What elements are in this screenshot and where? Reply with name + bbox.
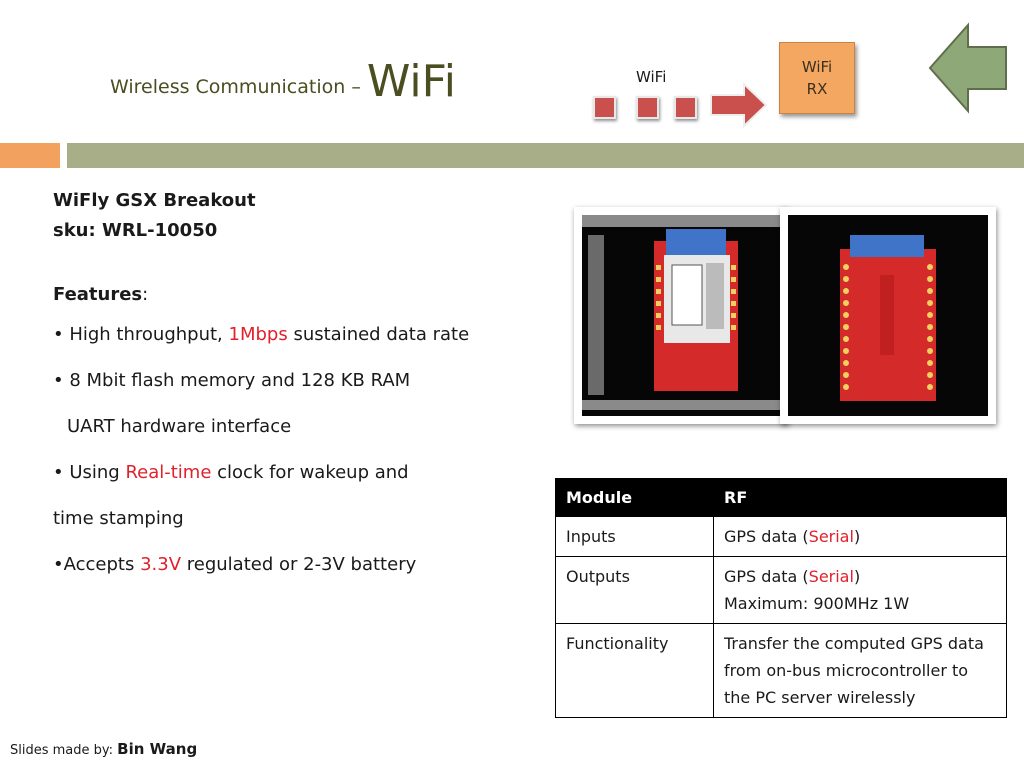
table-row bbox=[556, 557, 1007, 624]
highlight-text: Real-time bbox=[125, 462, 212, 483]
rx-line2: RX bbox=[806, 80, 828, 98]
features-label-text: Features bbox=[53, 284, 143, 305]
cell-text: ) bbox=[853, 567, 861, 586]
wifi-rx-box bbox=[779, 42, 855, 114]
bullet-uart: UART hardware interface bbox=[67, 416, 292, 437]
board-back-image bbox=[788, 215, 988, 416]
bullet-text: • Using bbox=[53, 462, 126, 483]
board-front-image bbox=[582, 215, 780, 416]
header-bar-orange bbox=[0, 143, 60, 168]
cell-text: Maximum: 900MHz 1W bbox=[724, 594, 910, 613]
cell-text: GPS data ( bbox=[724, 567, 809, 586]
highlight-text: 3.3V bbox=[140, 554, 182, 575]
bullet-voltage bbox=[53, 554, 416, 575]
table-cell-value bbox=[714, 517, 1007, 557]
bullet-text: sustained data rate bbox=[287, 324, 470, 345]
highlight-text: Serial bbox=[808, 527, 854, 546]
table-cell-label: Outputs bbox=[556, 557, 714, 624]
bullet-memory: • 8 Mbit flash memory and 128 KB RAM bbox=[53, 370, 411, 391]
table-header: Module bbox=[556, 479, 714, 517]
bullet-throughput bbox=[53, 324, 469, 345]
table-cell-value bbox=[714, 557, 1007, 624]
table-cell-value: Transfer the computed GPS data from on-bus microcontroller to the PC server wirelessly bbox=[714, 624, 1007, 718]
credit-author: Bin Wang bbox=[117, 740, 198, 758]
data-packet bbox=[674, 96, 697, 119]
rx-line1: WiFi bbox=[801, 58, 833, 76]
data-packet bbox=[593, 96, 616, 119]
bullet-text: clock for wakeup and bbox=[211, 462, 409, 483]
credit-prefix: Slides made by: bbox=[10, 743, 118, 758]
table-cell-label: Inputs bbox=[556, 517, 714, 557]
table-row bbox=[556, 624, 1007, 718]
transmit-arrow-icon bbox=[708, 80, 770, 130]
table-header: RF bbox=[714, 479, 1007, 517]
title-prefix: Wireless Communication – bbox=[110, 76, 367, 98]
highlight-text: 1Mbps bbox=[228, 324, 288, 345]
bullet-rtc bbox=[53, 462, 409, 483]
bullet-text: regulated or 2-3V battery bbox=[181, 554, 417, 575]
header-bar-green bbox=[67, 143, 1024, 168]
bullet-rtc-continued: time stamping bbox=[53, 508, 184, 529]
module-spec-table bbox=[555, 478, 1007, 718]
table-cell-label: Functionality bbox=[556, 624, 714, 718]
back-arrow-icon[interactable] bbox=[926, 22, 1010, 114]
cell-text: ) bbox=[853, 527, 861, 546]
features-colon: : bbox=[142, 284, 149, 305]
features-label bbox=[53, 280, 148, 310]
cell-text: GPS data ( bbox=[724, 527, 809, 546]
table-header-row bbox=[556, 479, 1007, 517]
sku-heading: sku: WRL-10050 bbox=[53, 220, 218, 241]
title-main: WiFi bbox=[366, 56, 456, 107]
wifly-board-back-icon bbox=[788, 215, 988, 416]
bullet-text: • High throughput, bbox=[53, 324, 229, 345]
diagram-wifi-label: WiFi bbox=[636, 68, 667, 86]
slide-title bbox=[110, 56, 456, 107]
board-photo-front bbox=[574, 207, 788, 424]
bullet-text: •Accepts bbox=[53, 554, 141, 575]
board-photo-back bbox=[780, 207, 996, 424]
highlight-text: Serial bbox=[808, 567, 854, 586]
slide-credit bbox=[10, 740, 197, 758]
product-heading: WiFly GSX Breakout bbox=[53, 190, 256, 211]
table-row bbox=[556, 517, 1007, 557]
wifly-board-front-icon bbox=[582, 215, 780, 416]
data-packet bbox=[636, 96, 659, 119]
